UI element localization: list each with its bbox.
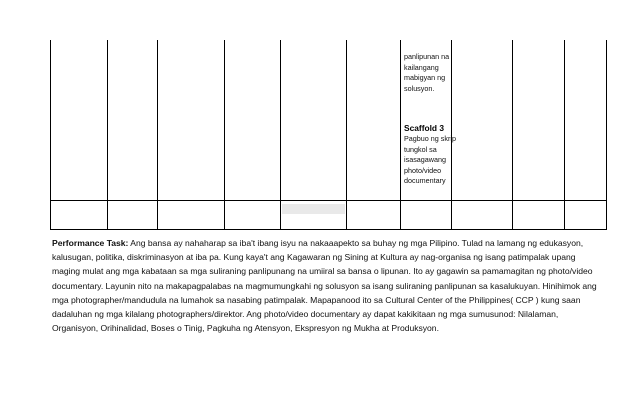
table-line xyxy=(564,40,565,230)
table-line xyxy=(346,40,347,230)
table-line xyxy=(512,40,513,230)
table-line xyxy=(157,40,158,230)
scaffold-text: Pagbuo ng skrip tungkol sa isasagawang photo/video documentary xyxy=(404,134,456,186)
table-line xyxy=(280,40,281,230)
performance-task-paragraph xyxy=(52,236,600,335)
performance-task-label: Performance Task: xyxy=(52,238,129,248)
performance-task-body: Ang bansa ay nahaharap sa iba't ibang isyu na nakaaapekto sa buhay ng mga Pilipino. Tulad na lamang ng edukasyon, kalusugan, politika, diskriminasyon at iba pa. Kung kaya't ang Kagawaran ng Sining at Kultura ay nag-organisa ng isang patimpalak upang maging mulat ang mga kabataan sa mga suliraning panlipunang na umiiral sa bansa o lipunan. Ito ay gagawin sa pamamagitan ng photo/video documentary. Layunin nito na makapagpalabas na magmumungkahi ng solusyon sa isang suliraning panlipunan sa kasalukuyan. Hinihimok ang mga photographer/mandudula na lumahok sa nasabing patimpalak. Mapapanood ito sa Cultural Center of the Philippines( CCP ) kung saan dadaluhan ng mga kilalang photographers/direktor. Ang photo/video documentary ay dapat kakikitaan ng mga sumusunod: Nilalaman, Organisyon, Orihinalidad, Boses o Tinig, Pagkuha ng Atensyon, Ekspresyon ng Mukha at Produksyon. xyxy=(52,238,597,334)
rubric-table xyxy=(50,40,607,230)
scaffold-title: Scaffold 3 xyxy=(404,123,445,133)
table-line xyxy=(224,40,225,230)
table-line xyxy=(400,40,401,230)
shaded-cell xyxy=(282,204,345,214)
cell-text-problem: panlipunan na kailangang mabigyan ng solusyon. xyxy=(404,52,450,93)
table-line xyxy=(107,40,108,230)
table-line xyxy=(50,40,51,230)
table-line xyxy=(606,40,607,230)
table-line xyxy=(50,200,607,201)
table-line xyxy=(50,229,607,230)
